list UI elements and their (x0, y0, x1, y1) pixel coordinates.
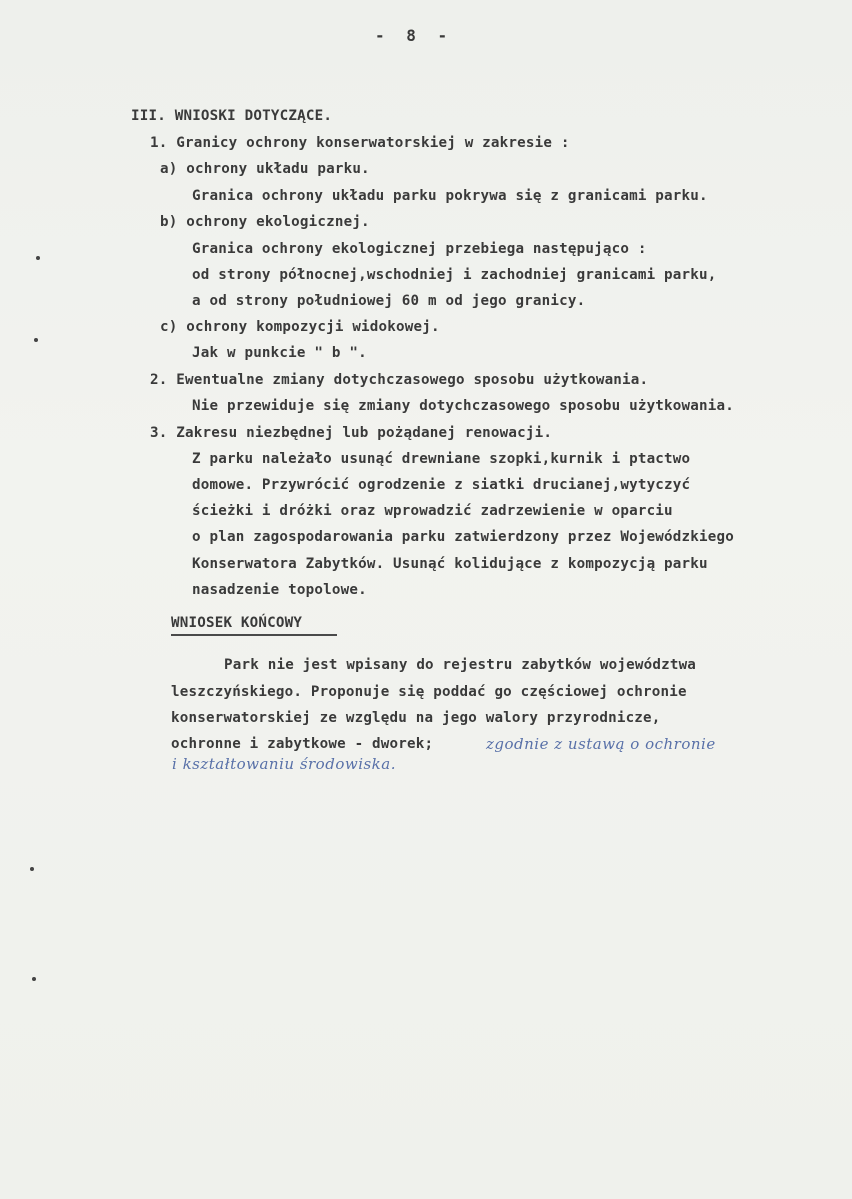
item-1-title: 1. Granicy ochrony konserwatorskiej w zakresie : (150, 135, 570, 151)
item-1c-text: Jak w punkcie " b ". (192, 345, 367, 361)
section-heading: III. WNIOSKI DOTYCZĄCE. (131, 108, 333, 124)
conclusion-text-2: leszczyńskiego. Proponuje się poddać go częściowej ochronie (171, 684, 687, 700)
margin-mark (36, 256, 40, 260)
conclusion-heading: WNIOSEK KOŃCOWY (171, 615, 303, 631)
item-3-text-3: ścieżki i dróżki oraz wprowadzić zadrzewienie w oparciu (192, 503, 673, 519)
conclusion-text-4: ochronne i zabytkowe - dworek; (171, 736, 434, 752)
item-3-text-5: Konserwatora Zabytków. Usunąć kolidujące z kompozycją parku (192, 556, 708, 572)
item-1c-title: c) ochrony kompozycji widokowej. (160, 319, 440, 335)
item-3-text-4: o plan zagospodarowania parku zatwierdzony przez Wojewódzkiego (192, 529, 734, 545)
item-1b-text-3: a od strony południowej 60 m od jego granicy. (192, 293, 586, 309)
item-3-title: 3. Zakresu niezbędnej lub pożądanej renowacji. (150, 425, 553, 441)
item-2-title: 2. Ewentualne zmiany dotychczasowego sposobu użytkowania. (150, 372, 649, 388)
page-number: - 8 - (375, 26, 454, 45)
item-1b-text-1: Granica ochrony ekologicznej przebiega następująco : (192, 241, 647, 257)
margin-mark (30, 867, 34, 871)
item-3-text-2: domowe. Przywrócić ogrodzenie z siatki drucianej,wytyczyć (192, 477, 691, 493)
handwritten-note-2: i kształtowaniu środowiska. (172, 755, 396, 773)
conclusion-text-1: Park nie jest wpisany do rejestru zabytków województwa (224, 657, 697, 673)
item-3-text-6: nasadzenie topolowe. (192, 582, 367, 598)
item-1a-title: a) ochrony układu parku. (160, 161, 370, 177)
margin-mark (34, 338, 38, 342)
item-1a-text: Granica ochrony układu parku pokrywa się z granicami parku. (192, 188, 708, 204)
item-1b-text-2: od strony północnej,wschodniej i zachodniej granicami parku, (192, 267, 717, 283)
item-3-text-1: Z parku należało usunąć drewniane szopki,kurnik i ptactwo (192, 451, 691, 467)
handwritten-note-1: zgodnie z ustawą o ochronie (486, 735, 716, 753)
margin-mark (32, 977, 36, 981)
conclusion-heading-underline (171, 634, 337, 636)
conclusion-text-3: konserwatorskiej ze względu na jego walory przyrodnicze, (171, 710, 661, 726)
item-1b-title: b) ochrony ekologicznej. (160, 214, 370, 230)
item-2-text: Nie przewiduje się zmiany dotychczasowego sposobu użytkowania. (192, 398, 734, 414)
